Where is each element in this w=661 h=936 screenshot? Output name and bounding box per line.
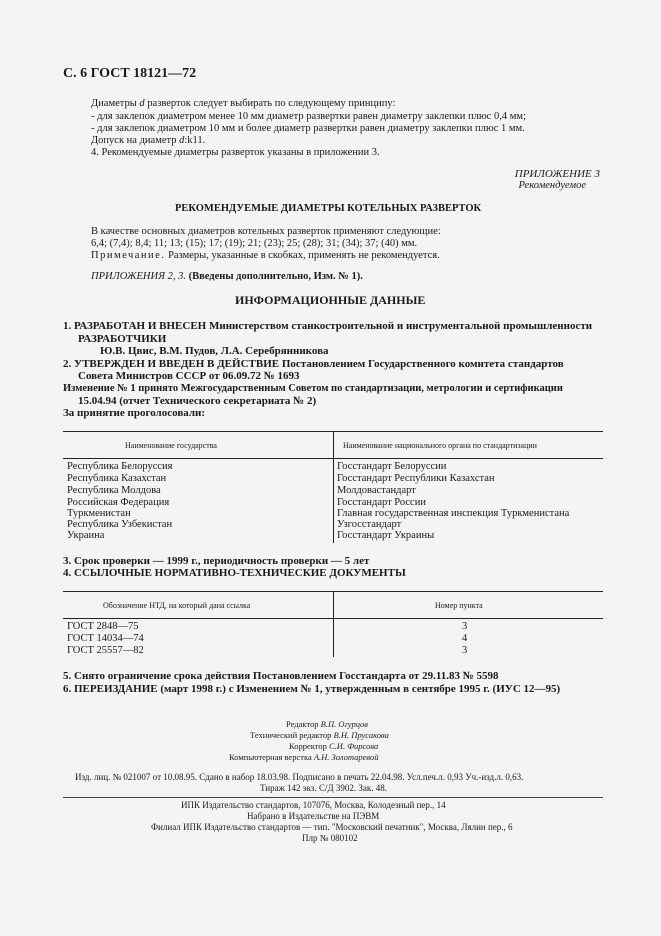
table2-header-clause: Номер пункта <box>435 601 483 610</box>
info-item-3: 3. Срок проверки — 1999 г., периодичность проверки — 5 лет <box>63 555 370 567</box>
appendix-text-2: 6,4; (7,4); 8,4; 11; 13; (15); 17; (19); 21; (23); 25; (28); 31; (34); 37; (40) мм. <box>91 238 418 249</box>
table1-row-5-body: Главная государственная инспекция Туркменистана <box>337 508 570 519</box>
table1-row-4-body: Госстандарт России <box>337 497 426 508</box>
table1-row-7-state: Украина <box>67 530 105 541</box>
table1-row-6-body: Узгосстандарт <box>337 519 402 530</box>
table2-row-3-clause: 3 <box>462 645 468 656</box>
page-header: С. 6 ГОСТ 18121—72 <box>63 66 197 81</box>
table1-column-divider <box>333 431 334 543</box>
credit-corrector: Корректор С.И. Фирсова <box>289 741 379 751</box>
table2-row-3-document: ГОСТ 25557—82 <box>67 645 144 656</box>
info-item-2: 2. УТВЕРЖДЕН И ВВЕДЕН В ДЕЙСТВИЕ Постановлением Государственного комитета стандартов <box>63 358 564 370</box>
table2-header-document: Обозначение НТД, на который дана ссылка <box>103 601 251 610</box>
imprint-rule <box>63 797 603 798</box>
credit-tech-editor: Технический редактор В.Н. Прусакова <box>250 730 389 740</box>
table1-row-4-state: Российская Федерация <box>67 497 170 508</box>
appendix-note: Примечание. Размеры, указанные в скобках, применять не рекомендуется. <box>91 250 440 261</box>
appendix-status: Рекомендуемое <box>518 180 586 191</box>
table1-row-2-state: Республика Казахстан <box>67 473 167 484</box>
info-change-line-2: 15.04.94 (отчет Технического секретариата № 2) <box>78 395 317 407</box>
appendix-title: РЕКОМЕНДУЕМЫЕ ДИАМЕТРЫ КОТЕЛЬНЫХ РАЗВЕРТОК <box>175 203 482 214</box>
info-change-line-1: Изменение № 1 принято Межгосударственным Советом по стандартизации, метрологии и сертификации <box>63 383 563 394</box>
table1-row-7-body: Госстандарт Украины <box>337 530 435 541</box>
info-item-1-developers-label: РАЗРАБОТЧИКИ <box>78 333 167 345</box>
table1-row-1-state: Республика Белоруссия <box>67 461 173 472</box>
table2-row-1-clause: 3 <box>462 621 468 632</box>
info-item-5: 5. Снято ограничение срока действия Постановлением Госстандарта от 29.11.83 № 5598 <box>63 670 499 682</box>
info-item-1-developers: Ю.В. Цвис, В.М. Пудов, Л.А. Серебрянникова <box>100 345 329 357</box>
imprint-line-2: Тираж 142 экз. С/Д 3902. Зак. 48. <box>260 783 387 793</box>
info-item-2-line-2: Совета Министров СССР от 06.09.72 № 1693 <box>78 370 300 382</box>
info-title: ИНФОРМАЦИОННЫЕ ДАННЫЕ <box>235 293 426 307</box>
credit-editor: Редактор В.П. Огурцов <box>286 719 368 729</box>
intro-line-4: Допуск на диаметр d:k11. <box>91 135 206 146</box>
appendix-label: ПРИЛОЖЕНИЕ 3 <box>514 168 600 180</box>
table1-header-state: Наименование государства <box>125 441 217 450</box>
credit-layout: Компьютерная верстка А.Н. Золотаревой <box>229 752 379 762</box>
table1-row-1-body: Госстандарт Белоруссии <box>337 461 447 472</box>
imprint-line-3: ИПК Издательство стандартов, 107076, Москва, Колодезный пер., 14 <box>181 800 446 810</box>
appendix-reference: ПРИЛОЖЕНИЯ 2, 3. (Введены дополнительно, Изм. № 1). <box>91 271 363 282</box>
table1-row-6-state: Республика Узбекистан <box>67 519 173 530</box>
table1-row-3-body: Молдовастандарт <box>337 485 416 496</box>
imprint-line-6: Плр № 080102 <box>302 833 358 843</box>
table1-row-3-state: Республика Молдова <box>67 485 161 496</box>
intro-line-3: - для заклепок диаметром 10 мм и более диаметр развертки равен диаметру заклепки плюс 1 мм. <box>91 123 525 134</box>
intro-line-2: - для заклепок диаметром менее 10 мм диаметр развертки равен диаметру заклепки плюс 0,4 мм; <box>91 111 526 122</box>
table1-row-2-body: Госстандарт Республики Казахстан <box>337 473 495 484</box>
appendix-text-1: В качестве основных диаметров котельных разверток применяют следующие: <box>91 226 441 237</box>
table2-row-1-document: ГОСТ 2848—75 <box>67 621 139 632</box>
table2-column-divider <box>333 591 334 657</box>
info-item-6: 6. ПЕРЕИЗДАНИЕ (март 1998 г.) с Изменением № 1, утвержденным в сентябре 1995 г. (ИУС 12—95) <box>63 683 561 695</box>
info-item-1: 1. РАЗРАБОТАН И ВНЕСЕН Министерством станкостроительной и инструментальной промышленности <box>63 320 593 332</box>
intro-line-5: 4. Рекомендуемые диаметры разверток указаны в приложении 3. <box>91 147 380 158</box>
table2-row-2-document: ГОСТ 14034—74 <box>67 633 144 644</box>
table1-header-body: Наименование национального органа по стандартизации <box>343 441 537 450</box>
table2-row-2-clause: 4 <box>462 633 468 644</box>
table1-row-5-state: Туркменистан <box>67 508 131 519</box>
info-voted: За принятие проголосовали: <box>63 407 206 419</box>
imprint-line-1: Изд. лиц. № 021007 от 10.08.95. Сдано в набор 18.03.98. Подписано в печать 22.04.98. Усл.печ.л. 0,93 Уч.-изд.л. 0,63. <box>75 772 524 782</box>
imprint-line-4: Набрано в Издательстве на ПЭВМ <box>247 811 380 821</box>
intro-line-1: Диаметры d разверток следует выбирать по следующему принципу: <box>91 98 396 109</box>
imprint-line-5: Филиал ИПК Издательство стандартов — тип. "Московский печатник", Москва, Лялин пер., 6 <box>151 822 513 832</box>
info-item-4: 4. ССЫЛОЧНЫЕ НОРМАТИВНО-ТЕХНИЧЕСКИЕ ДОКУМЕНТЫ <box>63 567 406 579</box>
